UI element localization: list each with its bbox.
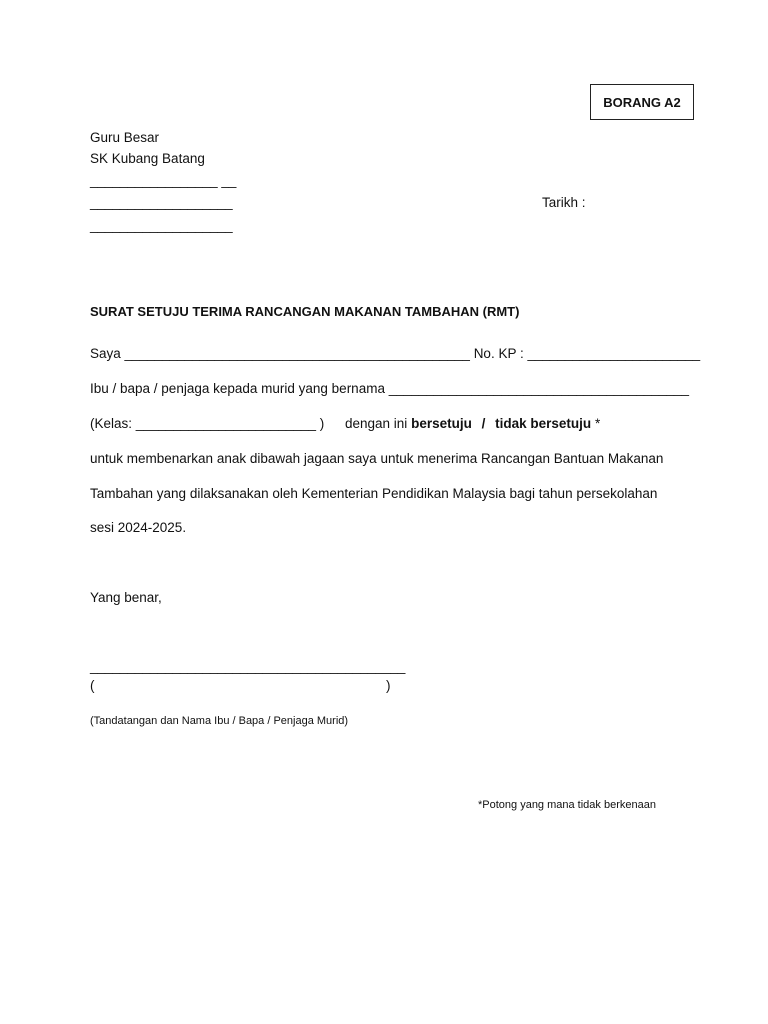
name-blank[interactable]: ______________________________________________ (124, 346, 470, 361)
footnote: *Potong yang mana tidak berkenaan (478, 799, 656, 811)
saya-label: Saya (90, 346, 121, 361)
recipient-line-5: ___________________ (90, 218, 233, 233)
recipient-line-1: Guru Besar (90, 130, 160, 145)
kp-blank[interactable]: _______________________ (527, 346, 701, 361)
letter-title: SURAT SETUJU TERIMA RANCANGAN MAKANAN TAMBAHAN (RMT) (90, 304, 520, 319)
closing-text: Yang benar, (90, 590, 162, 605)
option-asterisk: * (594, 416, 601, 431)
parent-label: Ibu / bapa / penjaga kepada murid yang bernama (90, 381, 385, 396)
kelas-label: (Kelas: (90, 416, 133, 431)
recipient-line-3: _________________ __ (90, 173, 237, 188)
form-code: BORANG A2 (603, 94, 681, 110)
signature-line[interactable]: __________________________________________ (90, 659, 406, 674)
paragraph-line-3: sesi 2024-2025. (90, 520, 187, 535)
saya-line (90, 346, 700, 361)
signature-caption: (Tandatangan dan Nama Ibu / Bapa / Penjaga Murid) (90, 715, 349, 727)
kelas-line (90, 416, 324, 431)
option-tidak-bersetuju[interactable]: tidak bersetuju (495, 416, 592, 431)
signature-open-paren: ( (90, 678, 95, 693)
kelas-close: ) (319, 416, 325, 431)
signature-close-paren: ) (386, 678, 391, 693)
date-label: Tarikh : (542, 195, 586, 210)
recipient-line-4: ___________________ (90, 195, 233, 210)
recipient-line-2: SK Kubang Batang (90, 151, 205, 166)
option-slash: / (481, 416, 486, 431)
agreement-options (345, 416, 600, 431)
dengan-ini-text: dengan ini (345, 416, 408, 431)
student-name-blank[interactable]: ________________________________________ (388, 381, 690, 396)
parent-line (90, 381, 689, 396)
form-code-box (590, 84, 694, 120)
kelas-blank[interactable]: ________________________ (135, 416, 316, 431)
paragraph-line-1: untuk membenarkan anak dibawah jagaan saya untuk menerima Rancangan Bantuan Makanan (90, 451, 664, 466)
paragraph-line-2: Tambahan yang dilaksanakan oleh Kementerian Pendidikan Malaysia bagi tahun persekolahan (90, 486, 658, 501)
option-bersetuju[interactable]: bersetuju (411, 416, 472, 431)
kp-label: No. KP : (473, 346, 524, 361)
